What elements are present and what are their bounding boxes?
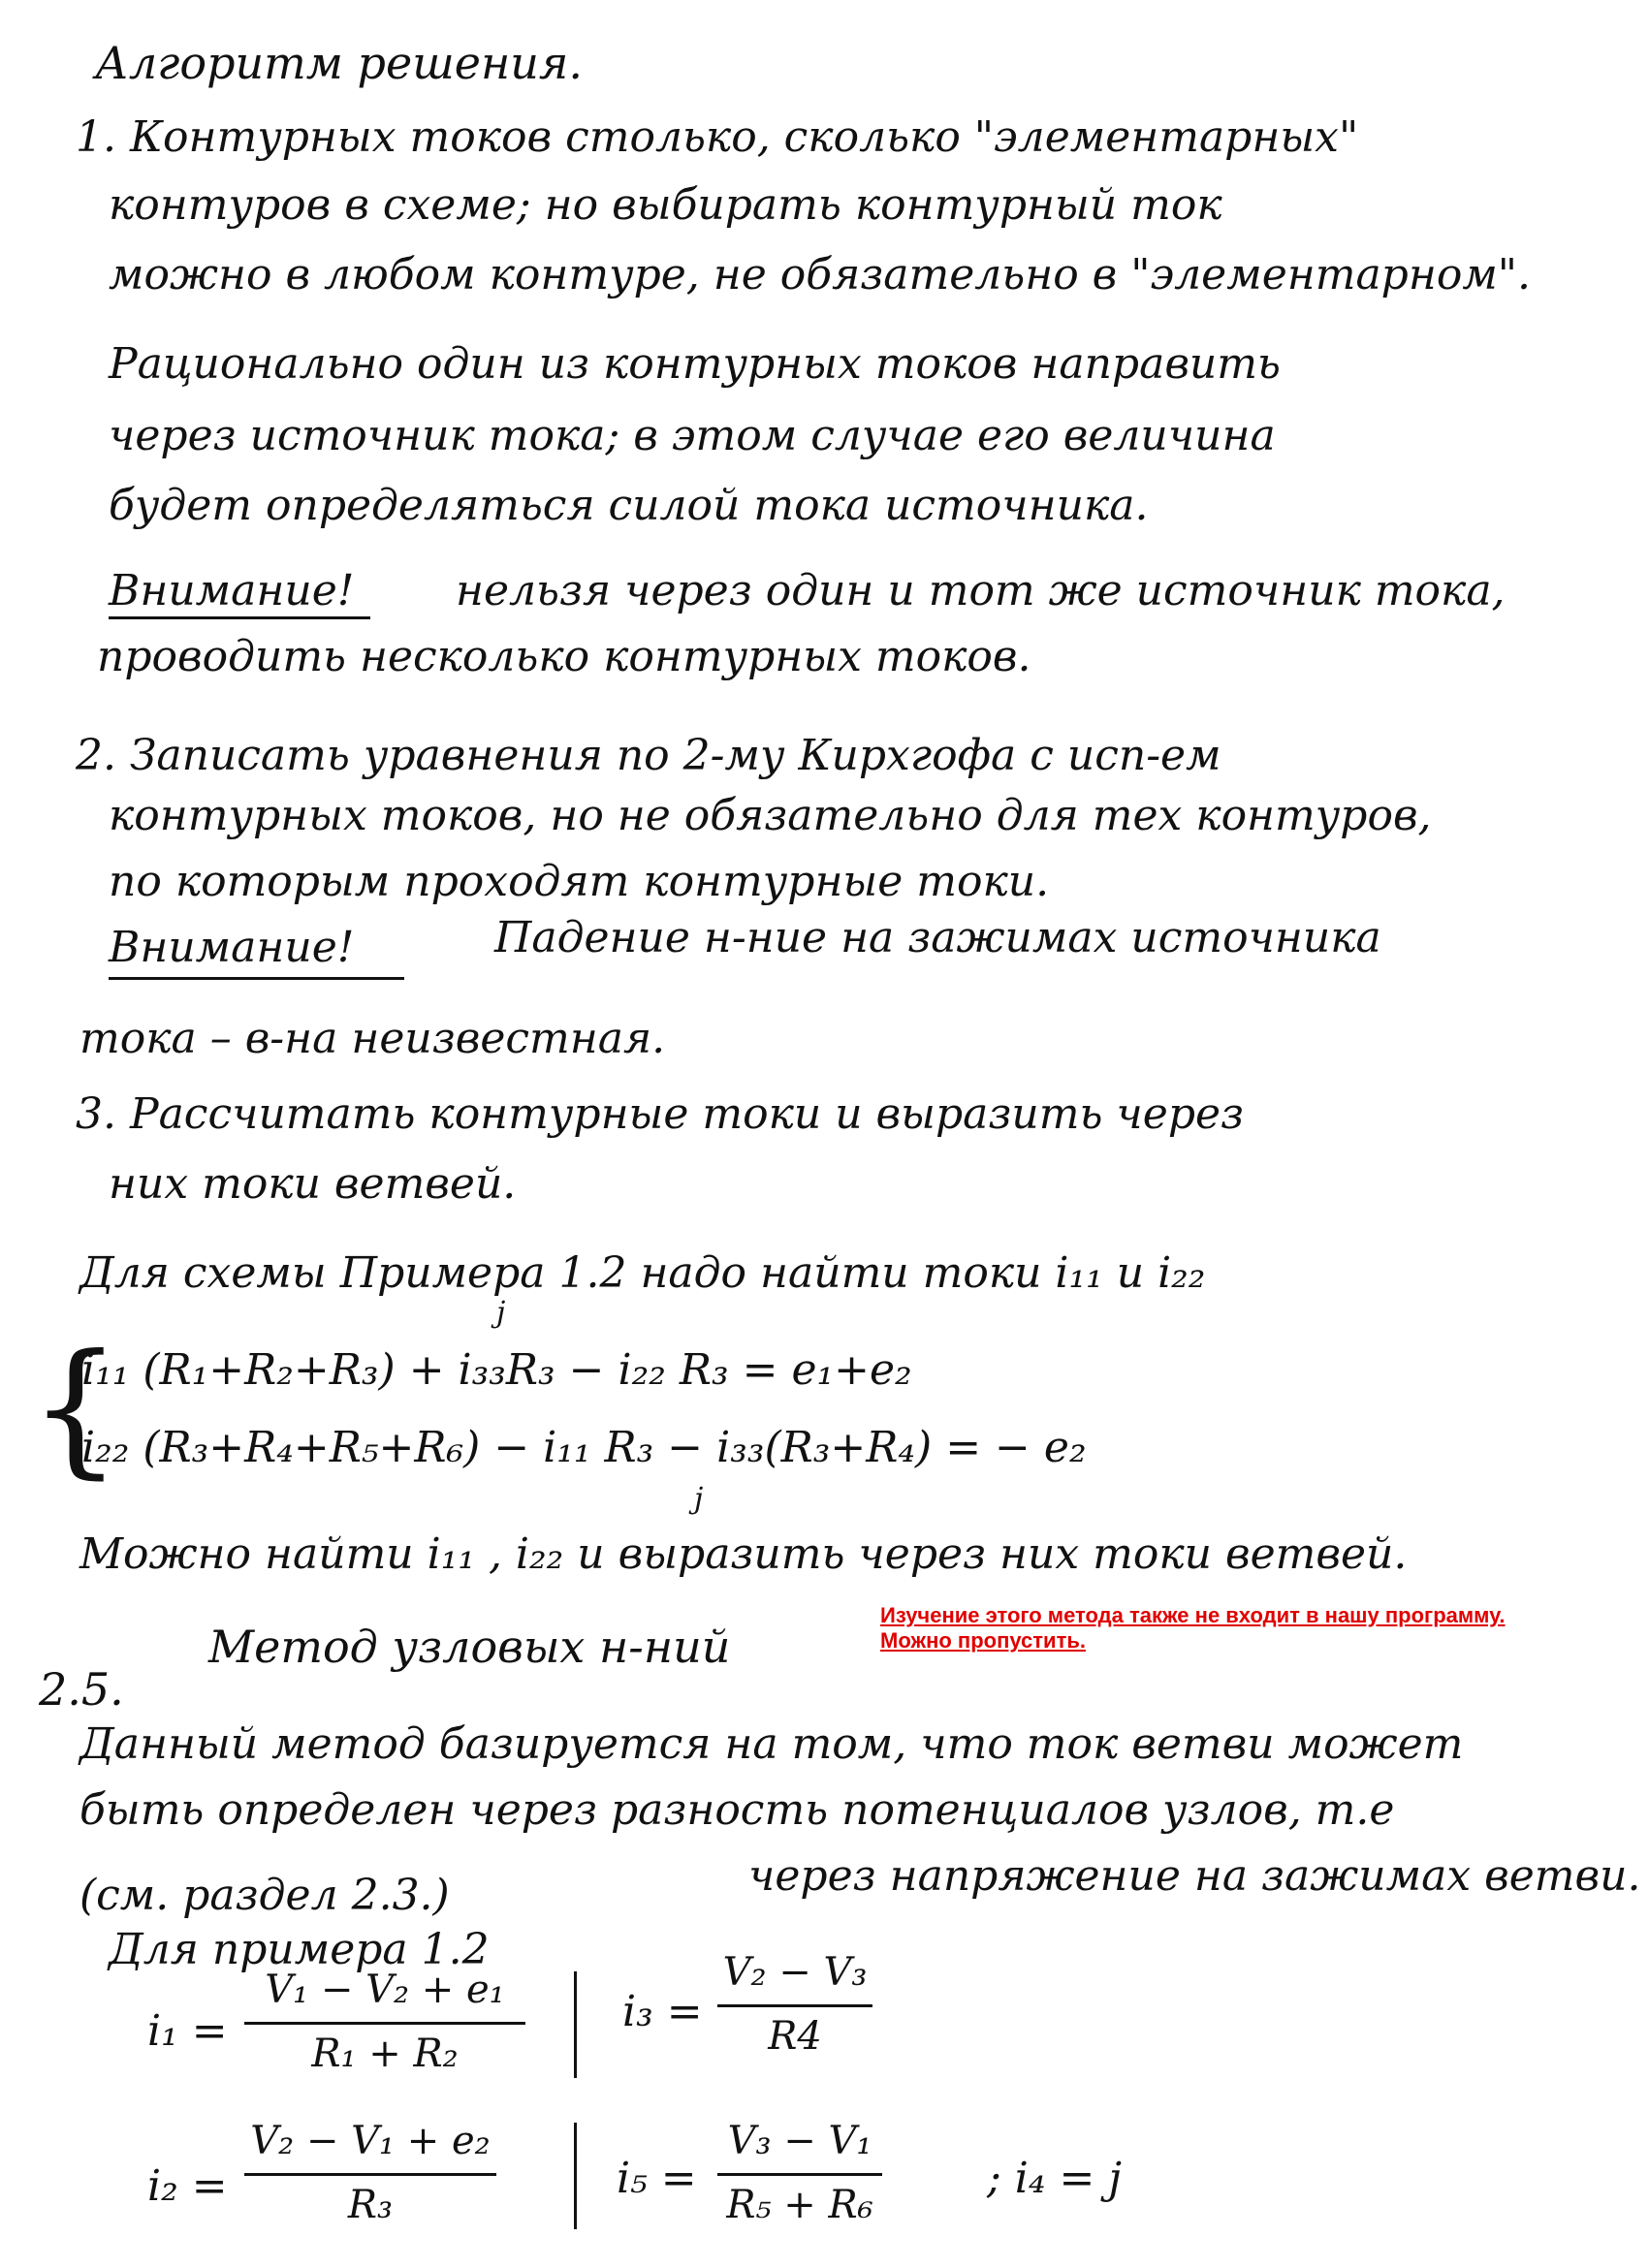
step1-line4: Рационально один из контурных токов направить [109,339,1281,389]
i5-numerator: V₃ − V₁ [727,2119,872,2163]
i1-lhs: i₁ = [147,2006,228,2056]
i3-fraction-bar [717,2004,872,2007]
example-intro: Для схемы Примера 1.2 надо найти токи i₁₁ и i₂₂ [79,1248,1206,1298]
heading: Алгоритм решения. [95,37,583,89]
step3-line1: 3. Рассчитать контурные токи и выразить через [76,1089,1245,1139]
warning-underline [109,616,370,619]
step1-warning-line2: проводить несколько контурных токов. [97,632,1031,681]
step1-line5: через источник тока; в этом случае его величина [109,411,1276,460]
equation-1: i₁₁ (R₁+R₂+R₃) + i₃₃R₃ − i₂₂ R₃ = e₁+e₂ [81,1345,912,1395]
i5-fraction-bar [717,2173,882,2176]
i5-lhs: i₅ = [617,2154,697,2203]
step1-warning-text: нельзя через один и тот же источник тока, [456,566,1506,615]
section-number: 2.5. [39,1663,124,1716]
column-divider [574,2123,577,2229]
i1-fraction [244,1968,525,2084]
j-mark-bottom: j [694,1482,704,1516]
system-brace: { [29,1324,122,1493]
i2-denominator: R₃ [347,2183,394,2227]
step1-line6: будет определяться силой тока источника. [109,481,1149,530]
example-conclusion: Можно найти i₁₁ , i₂₂ и выразить через них токи ветвей. [79,1529,1408,1579]
step1-warning-label: Внимание! [109,566,355,615]
step2-warning-line2: тока – в-на неизвестная. [79,1014,666,1063]
i3-lhs: i₃ = [622,1987,703,2036]
section-text-2: быть определен через разность потенциалов узлов, т.е [79,1785,1395,1835]
i2-lhs: i₂ = [147,2161,228,2211]
section-text-3: через напряжение на зажимах ветви. [748,1851,1641,1901]
warning-underline [109,977,404,980]
i5-denominator: R₅ + R₆ [726,2183,873,2227]
i3-fraction [717,1950,872,2066]
section-title: Метод узловых н-ний [208,1621,731,1673]
step2-warning-text: Падение н-ние на зажимах источника [494,913,1381,962]
step2-warning-label: Внимание! [109,923,355,972]
i1-numerator: V₁ − V₂ + e₁ [265,1968,505,2012]
section-note: Изучение этого метода также не входит в нашу программу. Можно пропустить. [880,1603,1506,1653]
step3-line2: них токи ветвей. [109,1159,517,1209]
step2-line1: 2. Записать уравнения по 2-му Кирхгофа с исп-ем [76,731,1221,780]
equation-2: i₂₂ (R₃+R₄+R₅+R₆) − i₁₁ R₃ − i₃₃(R₃+R₄) = − e₂ [81,1423,1087,1472]
j-mark-top: j [496,1296,506,1330]
column-divider [574,1971,577,2078]
section-example-label: Для примера 1.2 [109,1925,490,1974]
i2-fraction-bar [244,2173,496,2176]
step2-line2: контурных токов, но не обязательно для тех контуров, [109,791,1432,840]
i3-numerator: V₂ − V₃ [722,1950,868,1995]
i2-numerator: V₂ − V₁ + e₂ [250,2119,491,2163]
i1-denominator: R₁ + R₂ [311,2032,459,2076]
step1-line1: 1. Контурных токов столько, сколько "элементарных" [76,112,1359,162]
i4-formula: ; i₄ = j [987,2154,1123,2203]
step1-line3: можно в любом контуре, не обязательно в "элементарном". [109,250,1532,299]
i1-fraction-bar [244,2022,525,2025]
section-reference: (см. раздел 2.3.) [79,1871,450,1920]
i3-denominator: R4 [768,2014,822,2059]
i5-fraction [717,2119,882,2235]
step1-line2: контуров в схеме; но выбирать контурный ток [109,180,1222,230]
i2-fraction [244,2119,496,2235]
section-text-1: Данный метод базируется на том, что ток ветви может [79,1719,1464,1769]
step2-line3: по которым проходят контурные токи. [109,857,1050,906]
